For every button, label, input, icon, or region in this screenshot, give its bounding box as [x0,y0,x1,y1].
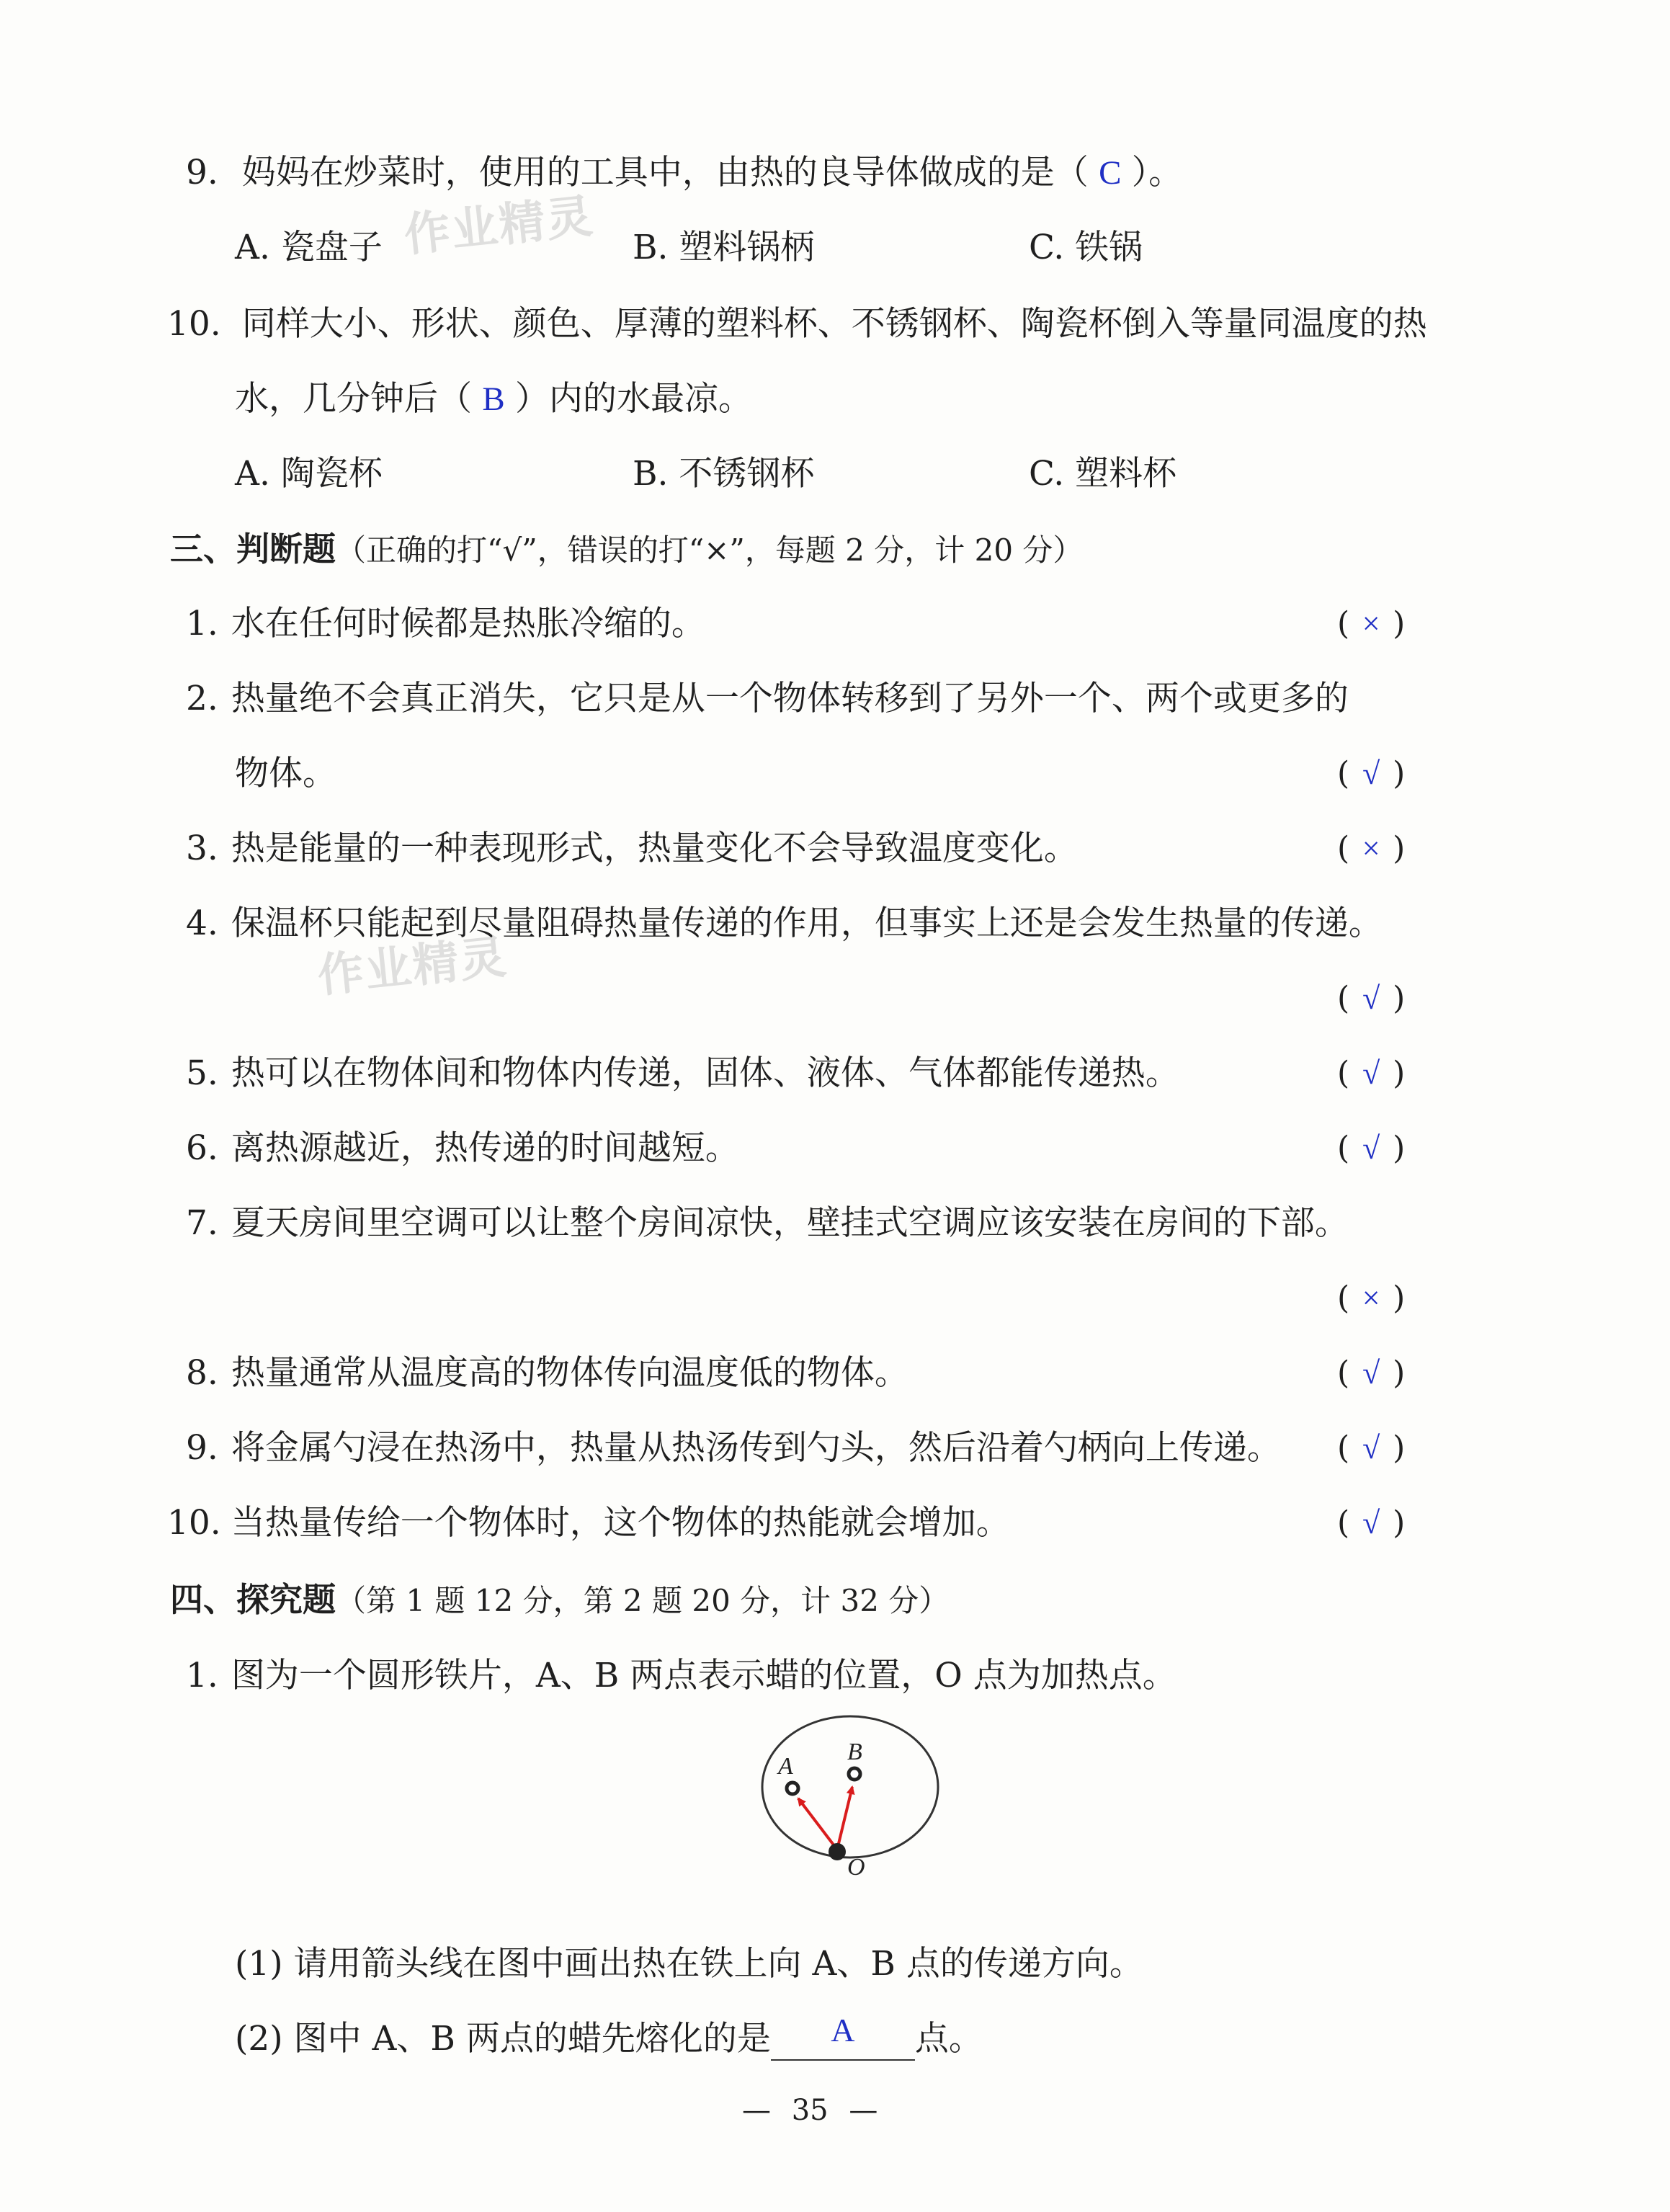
section-title: 四、探究题 [170,1580,336,1619]
judge-item-1 [186,602,705,646]
explore-question-1 [186,1654,1176,1698]
sub-question-1: (1) 请用箭头线在图中画出热在铁上向 A、B 点的传递方向。 [235,1944,1143,1984]
item-number: 4. [186,904,218,943]
answer-mark: √ [1362,1505,1380,1540]
answer-mark: √ [1362,1430,1380,1466]
item-text: 热可以在物体间和物体内传递，固体、液体、气体都能传递热。 [231,1053,1179,1093]
answer-mark: √ [1362,1056,1380,1091]
judge-item-7 [186,1202,1349,1245]
item-number: 3. [186,829,218,868]
judge-item-2-line2: 物体。 [235,754,336,793]
section-heading-explore [170,1578,949,1623]
answer-mark: × [1362,831,1380,866]
item-number: 8. [186,1353,218,1393]
question-number: 9. [186,153,218,192]
page-number-value: 35 [791,2094,829,2127]
section-title: 三、判断题 [170,530,336,568]
arrow-to-a [798,1798,837,1850]
option-c: C. 塑料杯 [1029,454,1177,494]
answer-mark: √ [1362,1130,1380,1166]
iron-disc-figure [742,1708,958,1888]
sub-question-2 [235,2012,983,2061]
watermark: 作业精灵 [315,930,510,1004]
question-text: 图为一个圆形铁片，A、B 两点表示蜡的位置，O 点为加热点。 [231,1656,1176,1695]
question-text-end: ）。 [1131,153,1183,192]
question-number: 10. [167,304,221,344]
answer-bracket: ( √ ) [1337,752,1405,795]
answer-bracket: ( × ) [1337,1277,1405,1320]
item-number: 9. [186,1428,218,1468]
answer-bracket: ( √ ) [1337,1352,1405,1395]
page-number-right-dash: — [849,2094,878,2127]
section-note: （第 1 题 12 分，第 2 题 20 分，计 32 分） [336,1583,950,1618]
item-number: 2. [186,679,218,718]
watermark: 作业精灵 [401,189,597,263]
item-number: 6. [186,1128,218,1168]
item-number: 7. [186,1203,218,1243]
answer-blank [771,2012,915,2061]
item-text: 热量绝不会真正消失，它只是从一个物体转移到了另外一个、两个或更多的 [231,679,1349,718]
arrow-to-b [837,1787,852,1850]
option-b: B. 塑料锅柄 [633,228,815,267]
item-number: 5. [186,1053,218,1093]
page-number-left-dash: — [742,2094,771,2127]
item-number: 10. [167,1503,221,1543]
answer-bracket: ( × ) [1337,602,1405,646]
answer-mark: × [1362,606,1380,641]
item-text: 热是能量的一种表现形式，热量变化不会导致温度变化。 [231,829,1078,868]
answer-bracket: ( √ ) [1337,1052,1405,1095]
point-o [829,1843,846,1860]
question-text: 同样大小、形状、颜色、厚薄的塑料杯、不锈钢杯、陶瓷杯倒入等量同温度的热 [241,304,1427,344]
judge-item-4 [186,902,1383,945]
label-o: O [847,1854,865,1881]
judge-item-9 [186,1427,1281,1470]
answer-bracket: ( √ ) [1337,977,1405,1020]
label-a: A [778,1753,793,1780]
judge-item-6 [186,1127,739,1170]
answer-mark: √ [1362,1355,1380,1391]
answer-bracket: ( √ ) [1337,1427,1405,1470]
question-number: 1. [186,1656,218,1695]
option-c: C. 铁锅 [1029,228,1143,267]
judge-item-8 [186,1352,908,1395]
point-b [849,1768,860,1780]
option-a: A. 瓷盘子 [235,228,383,267]
point-a [787,1783,798,1794]
judge-item-2 [186,677,1349,721]
item-text: 保温杯只能起到尽量阻碍热量传递的作用，但事实上还是会发生热量的传递。 [231,904,1383,943]
judge-item-10 [167,1502,1010,1545]
answer-mark: B [482,380,505,418]
answer-bracket: ( √ ) [1337,1502,1405,1545]
question-text: 水，几分钟后（ [235,379,472,419]
answer-bracket: ( √ ) [1337,1127,1405,1170]
option-a: A. 陶瓷杯 [235,454,383,494]
page-number [742,2092,878,2128]
question-10 [167,303,1427,346]
question-9 [186,151,1182,195]
item-text: 热量通常从温度高的物体传向温度低的物体。 [231,1353,908,1393]
sub-question-text: (2) 图中 A、B 两点的蜡先熔化的是 [235,2019,771,2059]
answer-mark: C [1099,154,1122,192]
item-text: 离热源越近，热传递的时间越短。 [231,1128,739,1168]
option-b: B. 不锈钢杯 [633,454,815,494]
item-text: 将金属勺浸在热汤中，热量从热汤传到勺头，然后沿着勺柄向上传递。 [231,1428,1281,1468]
question-text-end: ）内的水最凉。 [515,379,752,419]
question-text: 妈妈在炒菜时，使用的工具中，由热的良导体做成的是（ [241,153,1089,192]
judge-item-5 [186,1052,1179,1095]
judge-item-3 [186,827,1078,870]
item-text: 当热量传给一个物体时，这个物体的热能就会增加。 [231,1503,1010,1543]
answer-mark: × [1362,1280,1380,1316]
item-text: 水在任何时候都是热胀冷缩的。 [231,604,705,643]
answer-mark: √ [1362,981,1380,1016]
item-number: 1. [186,604,218,643]
answer-mark: A [831,2012,855,2048]
sub-question-text-end: 点。 [914,2019,983,2059]
label-b: B [847,1739,862,1765]
section-heading-judge [170,527,1083,572]
question-10-line2 [235,378,752,421]
answer-mark: √ [1362,756,1380,791]
section-note: （正确的打“√”，错误的打“×”，每题 2 分，计 20 分） [336,532,1084,568]
item-text: 夏天房间里空调可以让整个房间凉快，壁挂式空调应该安装在房间的下部。 [231,1203,1349,1243]
answer-bracket: ( × ) [1337,827,1405,870]
